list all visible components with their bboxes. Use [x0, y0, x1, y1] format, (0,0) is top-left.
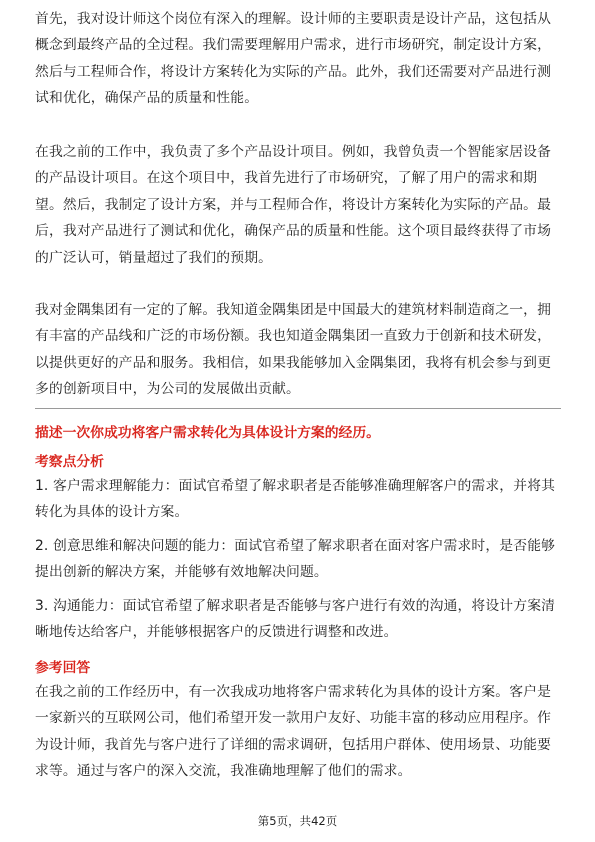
- section-divider: [35, 408, 561, 409]
- page-number: 第5页，共42页: [257, 814, 338, 828]
- body-paragraph: 首先，我对设计师这个岗位有深入的理解。设计师的主要职责是设计产品，这包括从概念到最终产品的全过程。我们需要理解用户需求，进行市场研究，制定设计方案，然后与工程师合作，将设计方案转化为实际的产品。此外，我们还需要对产品进行测试和优化，确保产品的质量和性能。: [35, 11, 552, 107]
- body-paragraph: 我对金隅集团有一定的了解。我知道金隅集团是中国最大的建筑材料制造商之一，拥有丰富的产品线和广泛的市场份额。我也知道金隅集团一直致力于创新和技术研发，以提供更好的产品和服务。我相信，如果我能够加入金隅集团，我将有机会参与到更多的创新项目中，为公司的发展做出贡献。: [35, 302, 552, 398]
- body-paragraph: 在我之前的工作中，我负责了多个产品设计项目。例如，我曾负责一个智能家居设备的产品设计项目。在这个项目中，我首先进行了市场研究，了解了用户的需求和期望。然后，我制定了设计方案，并与工程师合作，将设计方案转化为实际的产品。最后，我对产品进行了测试和优化，确保产品的质量和性能。这个项目最终获得了市场的广泛认可，销量超过了我们的预期。: [35, 144, 552, 266]
- analysis-heading: 考察点分析: [35, 454, 104, 470]
- answer-paragraph: 在我之前的工作经历中，有一次我成功地将客户需求转化为具体的设计方案。客户是一家新兴的互联网公司，他们希望开发一款用户友好、功能丰富的移动应用程序。作为设计师，我首先与客户进行了详细的需求调研，包括用户群体、使用场景、功能要求等。通过与客户的深入交流，我准确地理解了他们的需求。: [35, 684, 552, 780]
- answer-heading: 参考回答: [35, 660, 91, 676]
- analysis-item: 1. 客户需求理解能力：面试官希望了解求职者是否能够准确理解客户的需求，并将其转化为具体的设计方案。: [35, 478, 556, 521]
- analysis-item: 3. 沟通能力：面试官希望了解求职者是否能够与客户进行有效的沟通，将设计方案清晰地传达给客户，并能够根据客户的反馈进行调整和改进。: [35, 598, 556, 641]
- question-title: 描述一次你成功将客户需求转化为具体设计方案的经历。: [35, 425, 380, 441]
- analysis-item: 2. 创意思维和解决问题的能力：面试官希望了解求职者在面对客户需求时，是否能够提出创新的解决方案，并能够有效地解决问题。: [35, 538, 556, 581]
